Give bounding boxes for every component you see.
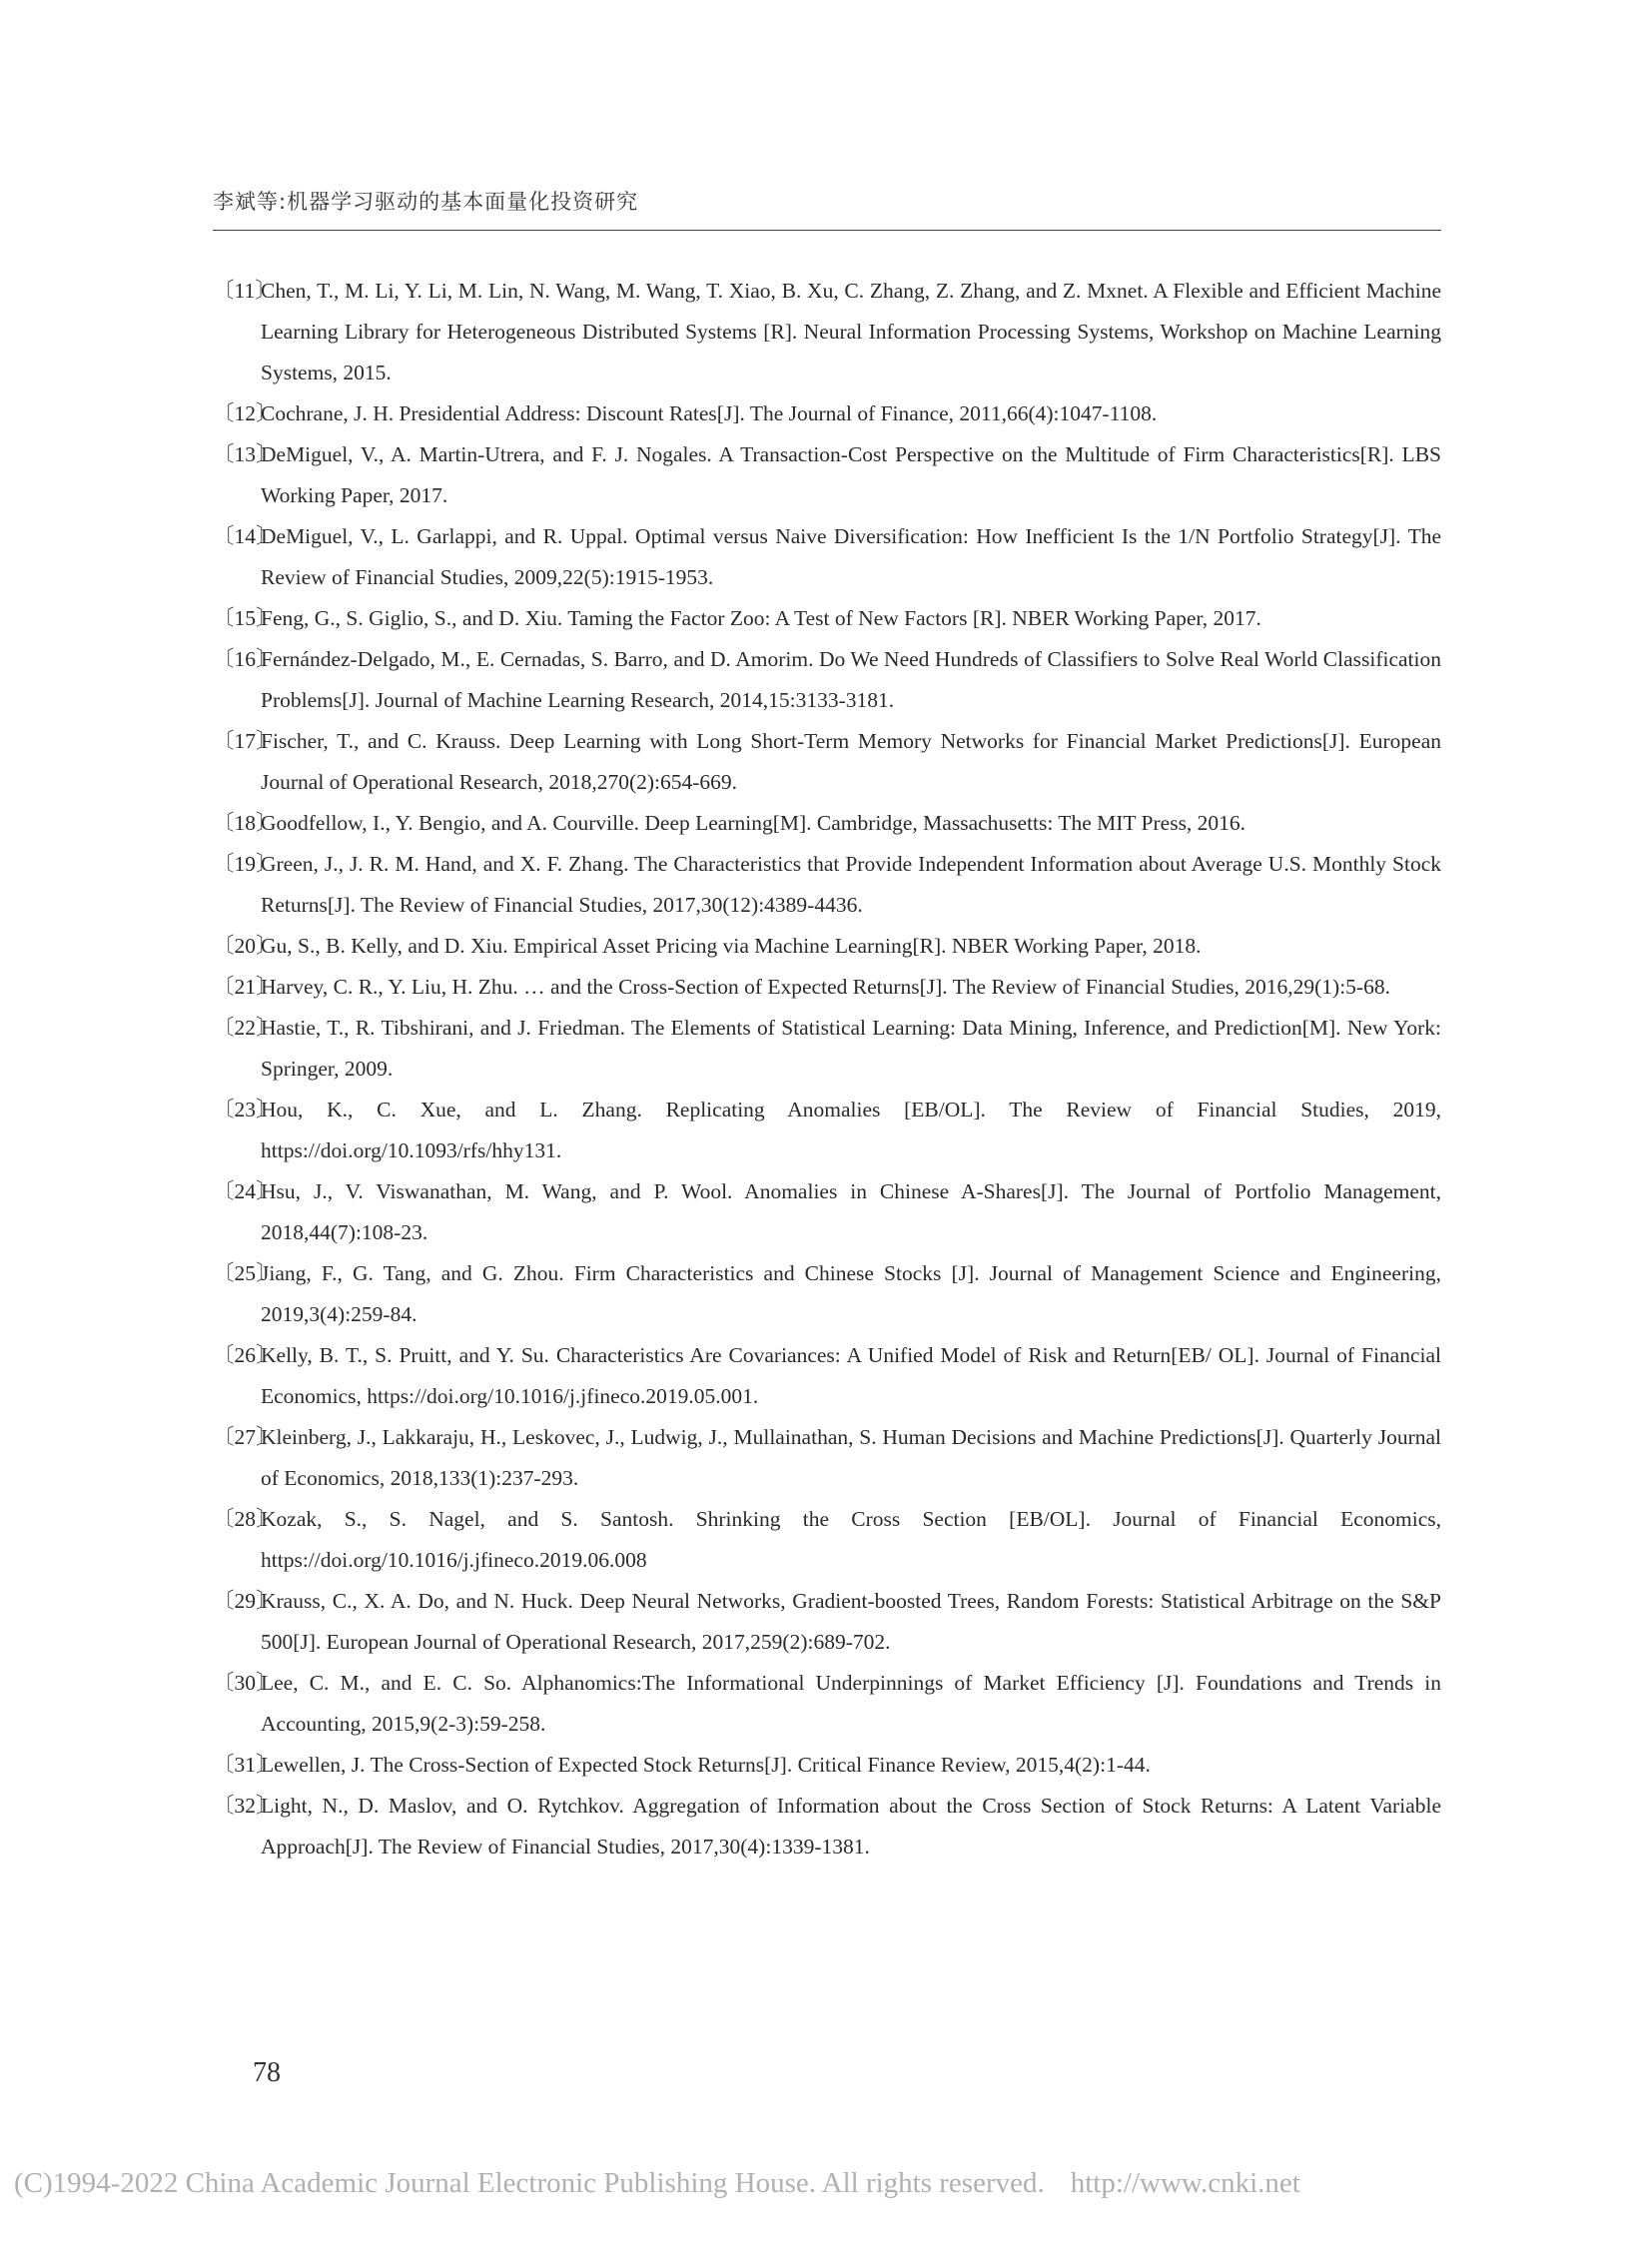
copyright-footer bbox=[14, 2167, 1638, 2200]
reference-item bbox=[213, 1253, 1441, 1335]
reference-text: Kelly, B. T., S. Pruitt, and Y. Su. Characteristics Are Covariances: A Unified Model of Risk and Return[EB/ OL]. Journal of Financial Economics, https://doi.org/10.1016/j.jfineco.2019.05.001. bbox=[261, 1343, 1441, 1408]
reference-number: 〔19〕 bbox=[213, 852, 278, 876]
reference-item bbox=[213, 803, 1441, 844]
reference-text: Krauss, C., X. A. Do, and N. Huck. Deep Neural Networks, Gradient-boosted Trees, Random Forests: Statistical Arbitrage on the S&P 500[J]. European Journal of Operational Research, 2017,259(2):689-702. bbox=[261, 1589, 1441, 1654]
reference-item bbox=[213, 516, 1441, 598]
reference-item bbox=[213, 639, 1441, 721]
reference-text: Gu, S., B. Kelly, and D. Xiu. Empirical Asset Pricing via Machine Learning[R]. NBER Working Paper, 2018. bbox=[261, 934, 1202, 958]
reference-number: 〔21〕 bbox=[213, 975, 278, 999]
reference-item bbox=[213, 1417, 1441, 1499]
reference-number: 〔11〕 bbox=[213, 279, 277, 303]
reference-text: Goodfellow, I., Y. Bengio, and A. Courville. Deep Learning[M]. Cambridge, Massachusetts: The MIT Press, 2016. bbox=[261, 811, 1246, 835]
reference-number: 〔29〕 bbox=[213, 1589, 278, 1613]
reference-text: Green, J., J. R. M. Hand, and X. F. Zhang. The Characteristics that Provide Independent Information about Average U.S. Monthly Stock Returns[J]. The Review of Financial Studies, 2017,30(12):4389-4436. bbox=[261, 852, 1441, 917]
reference-number: 〔27〕 bbox=[213, 1425, 278, 1449]
reference-item bbox=[213, 926, 1441, 967]
reference-number: 〔32〕 bbox=[213, 1794, 278, 1818]
reference-number: 〔22〕 bbox=[213, 1016, 278, 1040]
copyright-text: (C)1994-2022 China Academic Journal Electronic Publishing House. All rights reserved. bbox=[14, 2167, 1045, 2199]
reference-text: Fernández-Delgado, M., E. Cernadas, S. Barro, and D. Amorim. Do We Need Hundreds of Classifiers to Solve Real World Classification Problems[J]. Journal of Machine Learning Research, 2014,15:3133-3181. bbox=[261, 647, 1441, 712]
reference-text: Fischer, T., and C. Krauss. Deep Learning with Long Short-Term Memory Networks for Financial Market Predictions[J]. European Journal of Operational Research, 2018,270(2):654-669. bbox=[261, 729, 1441, 794]
reference-item bbox=[213, 967, 1441, 1008]
reference-number: 〔24〕 bbox=[213, 1179, 278, 1203]
reference-text: Light, N., D. Maslov, and O. Rytchkov. Aggregation of Information about the Cross Section of Stock Returns: A Latent Variable Approach[J]. The Review of Financial Studies, 2017,30(4):1339-1381. bbox=[261, 1794, 1441, 1859]
reference-number: 〔20〕 bbox=[213, 934, 278, 958]
reference-text: Lee, C. M., and E. C. So. Alphanomics:The Informational Underpinnings of Market Efficiency [J]. Foundations and Trends in Accounting, 2015,9(2-3):59-258. bbox=[261, 1671, 1441, 1736]
reference-number: 〔16〕 bbox=[213, 647, 278, 671]
reference-text: Harvey, C. R., Y. Liu, H. Zhu. … and the Cross-Section of Expected Returns[J]. The Review of Financial Studies, 2016,29(1):5-68. bbox=[261, 975, 1390, 999]
reference-number: 〔30〕 bbox=[213, 1671, 278, 1695]
reference-text: Kleinberg, J., Lakkaraju, H., Leskovec, J., Ludwig, J., Mullainathan, S. Human Decisions and Machine Predictions[J]. Quarterly Journal of Economics, 2018,133(1):237-293. bbox=[261, 1425, 1441, 1490]
reference-text: Hastie, T., R. Tibshirani, and J. Friedman. The Elements of Statistical Learning: Data Mining, Inference, and Prediction[M]. New York: Springer, 2009. bbox=[261, 1016, 1441, 1081]
reference-number: 〔25〕 bbox=[213, 1261, 278, 1285]
page-number: 78 bbox=[253, 2057, 281, 2088]
footer-url: http://www.cnki.net bbox=[1070, 2167, 1300, 2199]
reference-item bbox=[213, 1008, 1441, 1090]
running-header: 李斌等:机器学习驱动的基本面量化投资研究 bbox=[213, 190, 639, 214]
reference-number: 〔31〕 bbox=[213, 1753, 278, 1777]
reference-item bbox=[213, 1786, 1441, 1868]
reference-item bbox=[213, 1090, 1441, 1171]
reference-item bbox=[213, 1663, 1441, 1745]
reference-list bbox=[213, 271, 1441, 1868]
reference-number: 〔12〕 bbox=[213, 401, 278, 425]
reference-text: DeMiguel, V., L. Garlappi, and R. Uppal. Optimal versus Naive Diversification: How Inefficient Is the 1/N Portfolio Strategy[J]. The Review of Financial Studies, 2009,22(5):1915-1953. bbox=[261, 524, 1441, 589]
reference-item bbox=[213, 721, 1441, 803]
reference-text: Chen, T., M. Li, Y. Li, M. Lin, N. Wang, M. Wang, T. Xiao, B. Xu, C. Zhang, Z. Zhang, and Z. Mxnet. A Flexible and Efficient Machine Learning Library for Heterogeneous Distributed Systems [R]. Neural Information Processing Systems, Workshop on Machine Learning Systems, 2015. bbox=[261, 279, 1441, 384]
reference-number: 〔14〕 bbox=[213, 524, 278, 548]
reference-item bbox=[213, 598, 1441, 639]
reference-text: DeMiguel, V., A. Martin-Utrera, and F. J. Nogales. A Transaction-Cost Perspective on the Multitude of Firm Characteristics[R]. LBS Working Paper, 2017. bbox=[261, 442, 1441, 507]
reference-number: 〔13〕 bbox=[213, 442, 278, 466]
reference-item bbox=[213, 1171, 1441, 1253]
reference-item bbox=[213, 1581, 1441, 1663]
reference-number: 〔15〕 bbox=[213, 606, 278, 630]
reference-text: Lewellen, J. The Cross-Section of Expected Stock Returns[J]. Critical Finance Review, 2015,4(2):1-44. bbox=[261, 1753, 1151, 1777]
reference-item bbox=[213, 393, 1441, 434]
reference-item bbox=[213, 1499, 1441, 1581]
reference-item bbox=[213, 844, 1441, 926]
header-rule bbox=[213, 230, 1441, 231]
reference-text: Hou, K., C. Xue, and L. Zhang. Replicating Anomalies [EB/OL]. The Review of Financial Studies, 2019, https://doi.org/10.1093/rfs/hhy131. bbox=[261, 1098, 1441, 1162]
reference-number: 〔28〕 bbox=[213, 1507, 278, 1531]
reference-number: 〔23〕 bbox=[213, 1098, 278, 1121]
reference-number: 〔17〕 bbox=[213, 729, 278, 753]
reference-item bbox=[213, 271, 1441, 393]
reference-text: Feng, G., S. Giglio, S., and D. Xiu. Taming the Factor Zoo: A Test of New Factors [R]. NBER Working Paper, 2017. bbox=[261, 606, 1261, 630]
reference-number: 〔18〕 bbox=[213, 811, 278, 835]
reference-item bbox=[213, 434, 1441, 516]
reference-item bbox=[213, 1335, 1441, 1417]
reference-item bbox=[213, 1745, 1441, 1786]
reference-text: Kozak, S., S. Nagel, and S. Santosh. Shrinking the Cross Section [EB/OL]. Journal of Financial Economics, https://doi.org/10.1016/j.jfineco.2019.06.008 bbox=[261, 1507, 1441, 1572]
reference-number: 〔26〕 bbox=[213, 1343, 278, 1367]
reference-text: Jiang, F., G. Tang, and G. Zhou. Firm Characteristics and Chinese Stocks [J]. Journal of Management Science and Engineering, 2019,3(4):259-84. bbox=[261, 1261, 1441, 1326]
reference-text: Hsu, J., V. Viswanathan, M. Wang, and P. Wool. Anomalies in Chinese A-Shares[J]. The Journal of Portfolio Management, 2018,44(7):108-23. bbox=[261, 1179, 1441, 1244]
reference-text: Cochrane, J. H. Presidential Address: Discount Rates[J]. The Journal of Finance, 2011,66(4):1047-1108. bbox=[261, 401, 1158, 425]
